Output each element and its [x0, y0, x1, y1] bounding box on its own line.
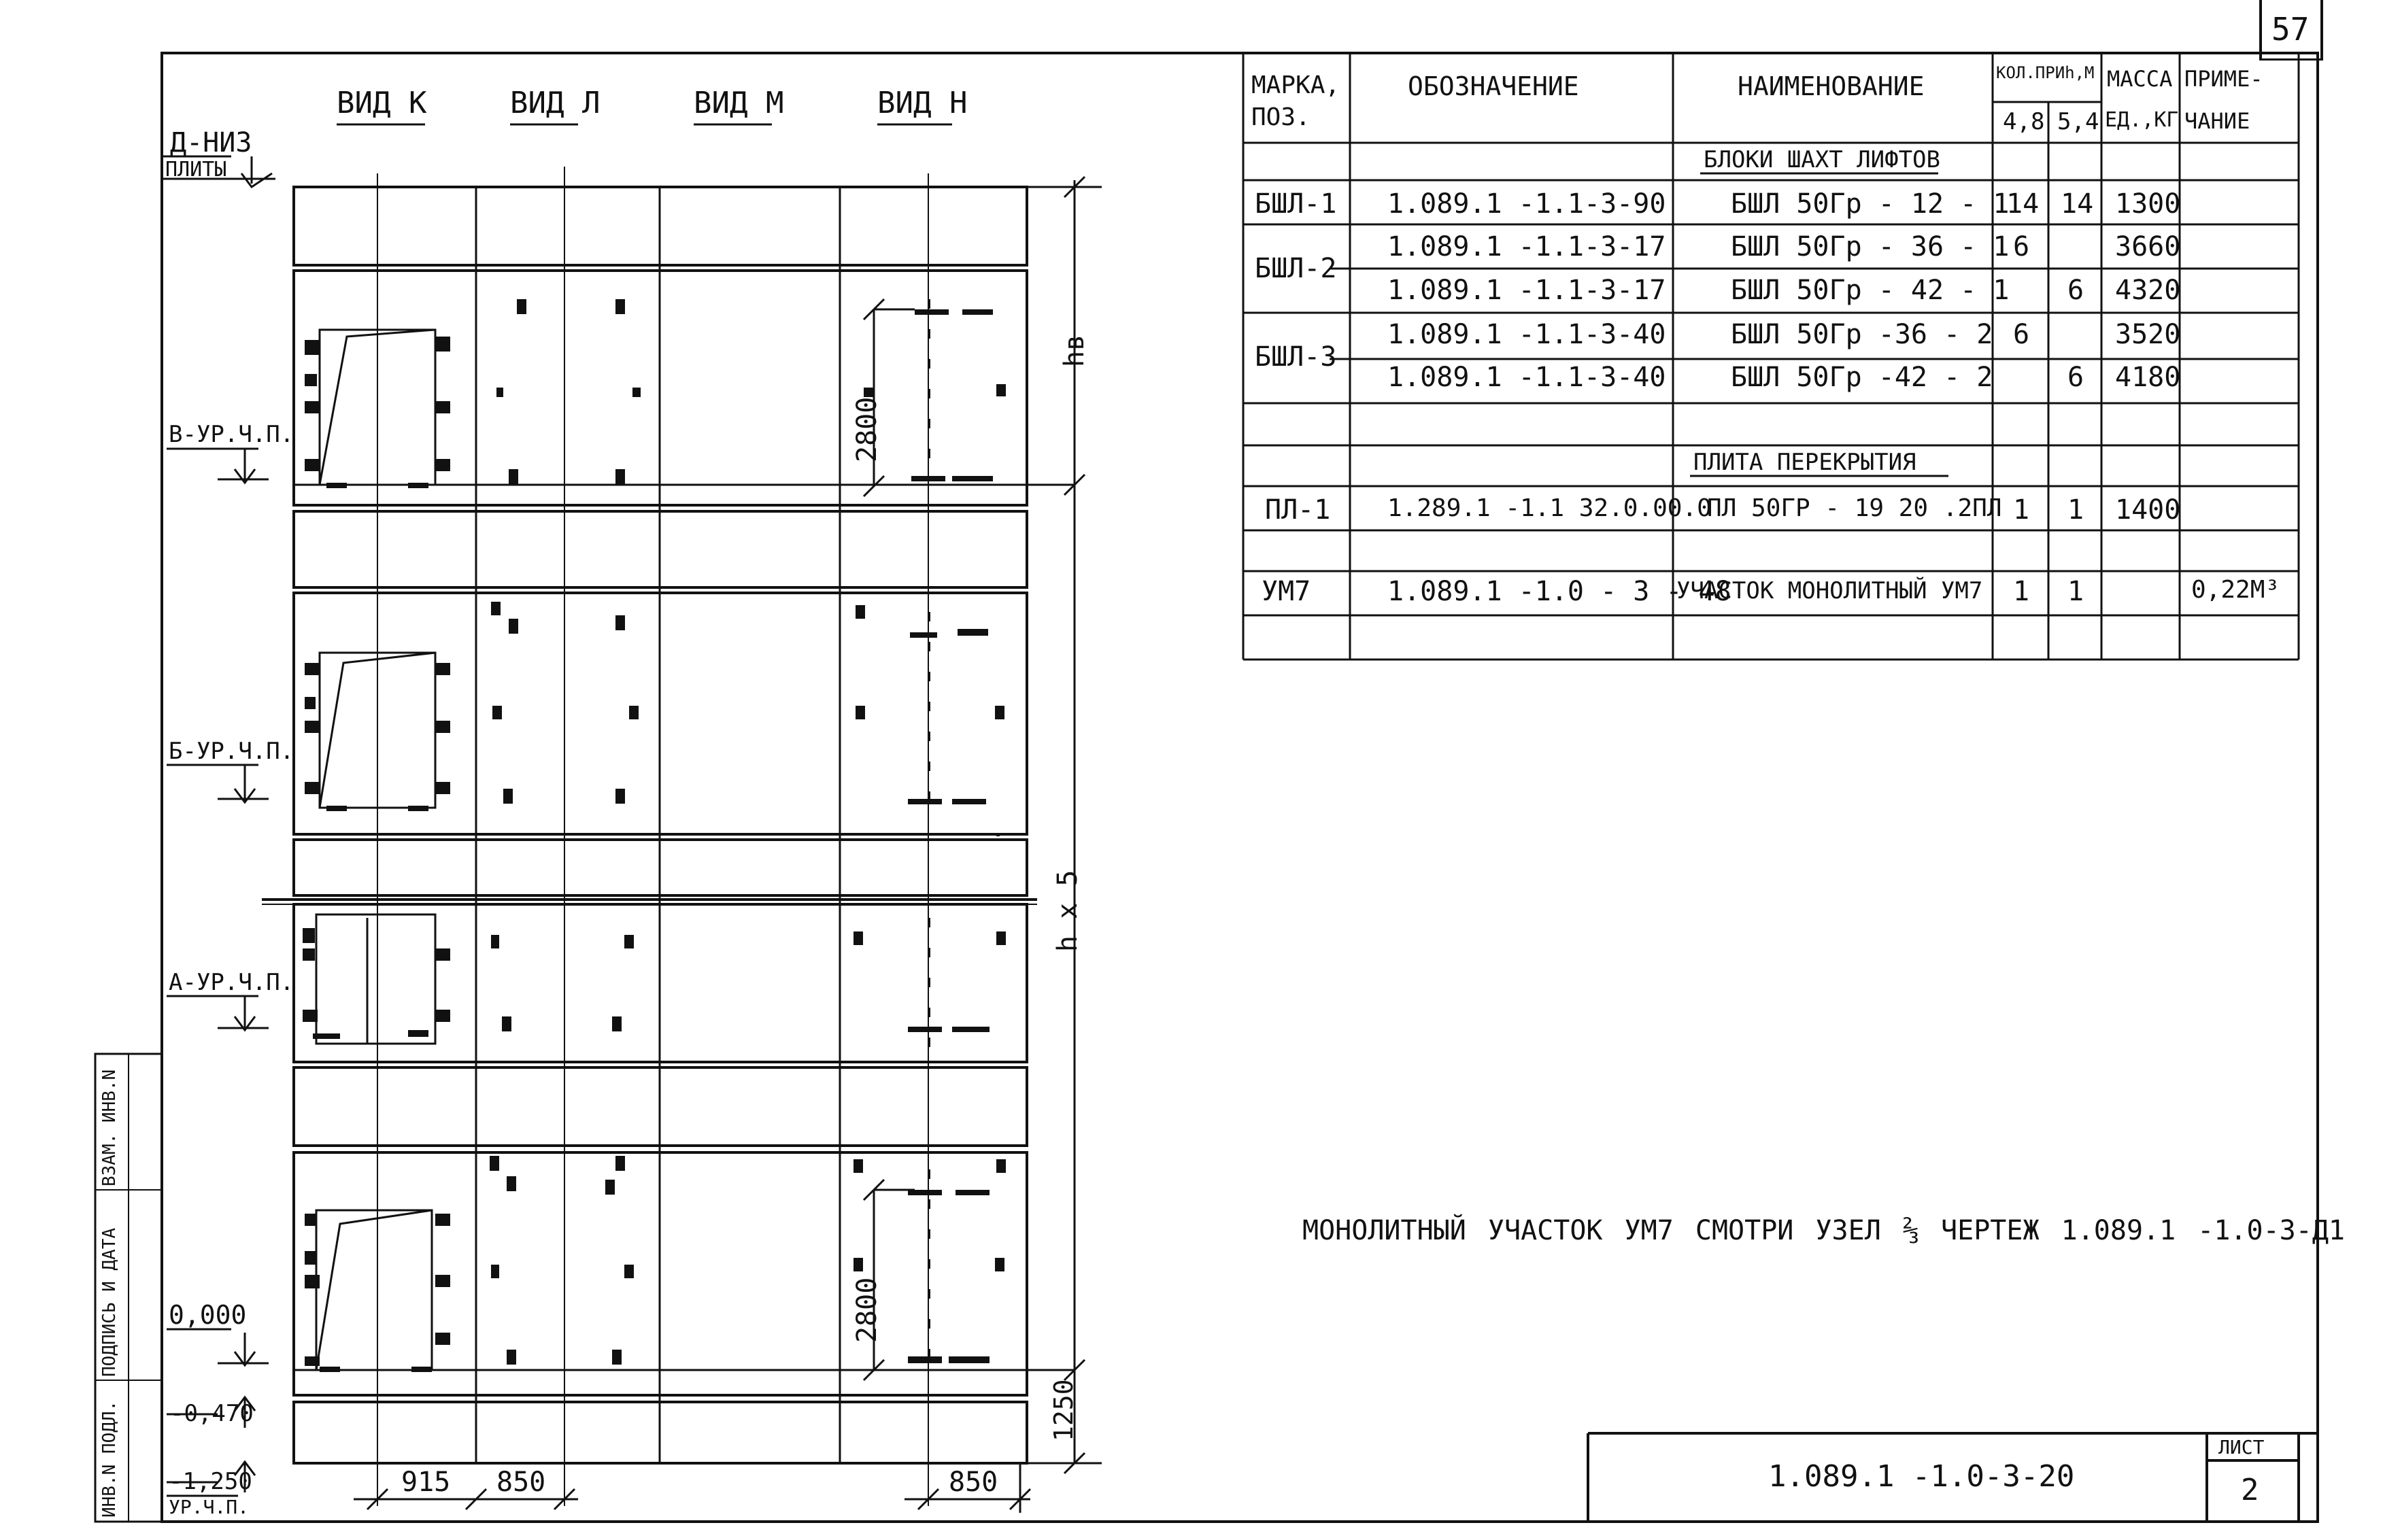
- sheet-frame: [162, 53, 2318, 1522]
- row-prim: 0,22М³: [2191, 576, 2280, 604]
- dim-850-right: 850: [949, 1467, 998, 1498]
- hdr-kol: КОЛ.ПРИh,М: [1996, 63, 2095, 82]
- hdr-massa-1: МАССА: [2107, 66, 2173, 92]
- level-marker-b: [167, 765, 269, 802]
- hdr-naimenovanie: НАИМЕНОВАНИЕ: [1738, 71, 1925, 101]
- row-massa: 1300: [2115, 188, 2181, 220]
- spec-table-grid: [1243, 53, 2299, 660]
- row-k48: 1: [2013, 494, 2030, 526]
- dim-1250: 1250: [1049, 1379, 1079, 1441]
- row-naim: БШЛ 50Гр - 36 - 1: [1731, 231, 2010, 262]
- level-zero: 0,000: [169, 1300, 247, 1330]
- row-oboz: 1.289.1 -1.1 32.0.00.0: [1387, 494, 1712, 522]
- row-k48: 6: [2013, 319, 2030, 350]
- row-marka: БШЛ-3: [1255, 341, 1337, 373]
- stamp-vzam: ВЗАМ. ИНВ.N: [99, 1069, 120, 1186]
- row-k54: 14: [2061, 188, 2094, 220]
- hdr-kol-54: 5,4: [2057, 108, 2099, 135]
- level-minus470: -0,470: [170, 1400, 254, 1427]
- axis-lines: [377, 167, 928, 1506]
- row-k54: 6: [2067, 362, 2084, 393]
- row-naim: БШЛ 50Гр - 42 - 1: [1731, 275, 2010, 306]
- row-k54: 1: [2067, 494, 2084, 526]
- hdr-prim-1: ПРИМЕ-: [2184, 66, 2263, 92]
- row-massa: 3520: [2115, 319, 2181, 350]
- section-slab: ПЛИТА ПЕРЕКРЫТИЯ: [1693, 449, 1916, 476]
- view-title-l: ВИД Л: [510, 86, 601, 120]
- level-ur: УР.Ч.П.: [169, 1496, 250, 1518]
- row-k54: 6: [2067, 275, 2084, 306]
- hdr-marka-2: ПОЗ.: [1251, 103, 1311, 131]
- title-list-label: ЛИСТ: [2218, 1436, 2265, 1458]
- view-title-n: ВИД Н: [877, 86, 968, 120]
- row-massa: 3660: [2115, 231, 2181, 262]
- dim-hv: hв: [1059, 334, 1090, 367]
- row-oboz: 1.089.1 -1.0 - 3 - 48: [1387, 576, 1731, 607]
- row-oboz: 1.089.1 -1.1-3-17: [1387, 231, 1666, 262]
- row-naim: БШЛ 50Гр -42 - 2: [1731, 362, 1993, 393]
- sheet-number: 57: [2271, 11, 2310, 48]
- row-marka: УМ7: [1262, 576, 1311, 607]
- level-marker-a: [167, 996, 269, 1030]
- level-marker-v: [167, 449, 269, 483]
- stamp-podpis: ПОДПИСЬ И ДАТА: [99, 1227, 120, 1377]
- row-k48: 1: [2013, 576, 2030, 607]
- row-oboz: 1.089.1 -1.1-3-40: [1387, 319, 1666, 350]
- level-d-plity: ПЛИТЫ: [165, 158, 227, 182]
- section-blocks: БЛОКИ ШАХТ ЛИФТОВ: [1704, 146, 1940, 173]
- row-naim: БШЛ 50Гр - 12 - 1: [1731, 188, 2010, 220]
- row-massa: 1400: [2115, 494, 2181, 526]
- row-k48: 14: [2006, 188, 2040, 220]
- row-massa: 4180: [2115, 362, 2181, 393]
- note-text: МОНОЛИТНЫЙ УЧАСТОК УМ7 СМОТРИ УЗЕЛ ⅔ ЧЕРТЕЖ 1.089.1 -1.0-3-Д1: [1302, 1215, 2346, 1246]
- view-title-k: ВИД К: [337, 86, 427, 120]
- row-oboz: 1.089.1 -1.1-3-17: [1387, 275, 1666, 306]
- dim-2800-top: 2800: [851, 396, 883, 462]
- dim-2800-bottom: 2800: [851, 1277, 883, 1343]
- dim-850-left: 850: [496, 1467, 546, 1498]
- row-oboz: 1.089.1 -1.1-3-40: [1387, 362, 1666, 393]
- title-code: 1.089.1 -1.0-3-20: [1768, 1459, 2075, 1494]
- dim-915: 915: [401, 1467, 451, 1498]
- row-marka: БШЛ-1: [1255, 188, 1337, 220]
- row-naim: УЧАСТОК МОНОЛИТНЫЙ УМ7: [1676, 577, 1983, 604]
- level-v: В-УР.Ч.П.: [169, 421, 294, 448]
- row-oboz: 1.089.1 -1.1-3-90: [1387, 188, 1666, 220]
- right-dims: [1027, 177, 1102, 1473]
- level-d-niz: Д-НИЗ: [170, 127, 252, 158]
- hdr-kol-48: 4,8: [2003, 108, 2045, 135]
- view-title-m: ВИД М: [694, 86, 784, 120]
- row-marka: БШЛ-2: [1255, 253, 1337, 284]
- view-separators: [476, 187, 840, 1463]
- row-k48: 6: [2013, 231, 2030, 262]
- hdr-prim-2: ЧАНИЕ: [2184, 108, 2250, 134]
- hdr-oboznachenie: ОБОЗНАЧЕНИЕ: [1408, 71, 1579, 101]
- row-k54: 1: [2067, 576, 2084, 607]
- title-list-value: 2: [2241, 1473, 2259, 1507]
- level-marker-zero: [167, 1329, 269, 1365]
- level-a: А-УР.Ч.П.: [169, 969, 294, 996]
- hdr-massa-2: ЕД.,КГ: [2105, 108, 2179, 132]
- row-massa: 4320: [2115, 275, 2181, 306]
- row-naim: БШЛ 50Гр -36 - 2: [1731, 319, 1993, 350]
- row-marka: ПЛ-1: [1265, 494, 1331, 526]
- row-naim: ПЛ 50ГР - 19 20 .2ПЛ: [1707, 494, 2002, 522]
- level-b: Б-УР.Ч.П.: [169, 738, 294, 765]
- stamp-inv-podl: ИНВ.N ПОДЛ.: [99, 1400, 120, 1518]
- dim-hx5: h x 5: [1052, 870, 1083, 952]
- level-minus1250: -1,250: [169, 1468, 252, 1495]
- hdr-marka-1: МАРКА,: [1251, 71, 1340, 99]
